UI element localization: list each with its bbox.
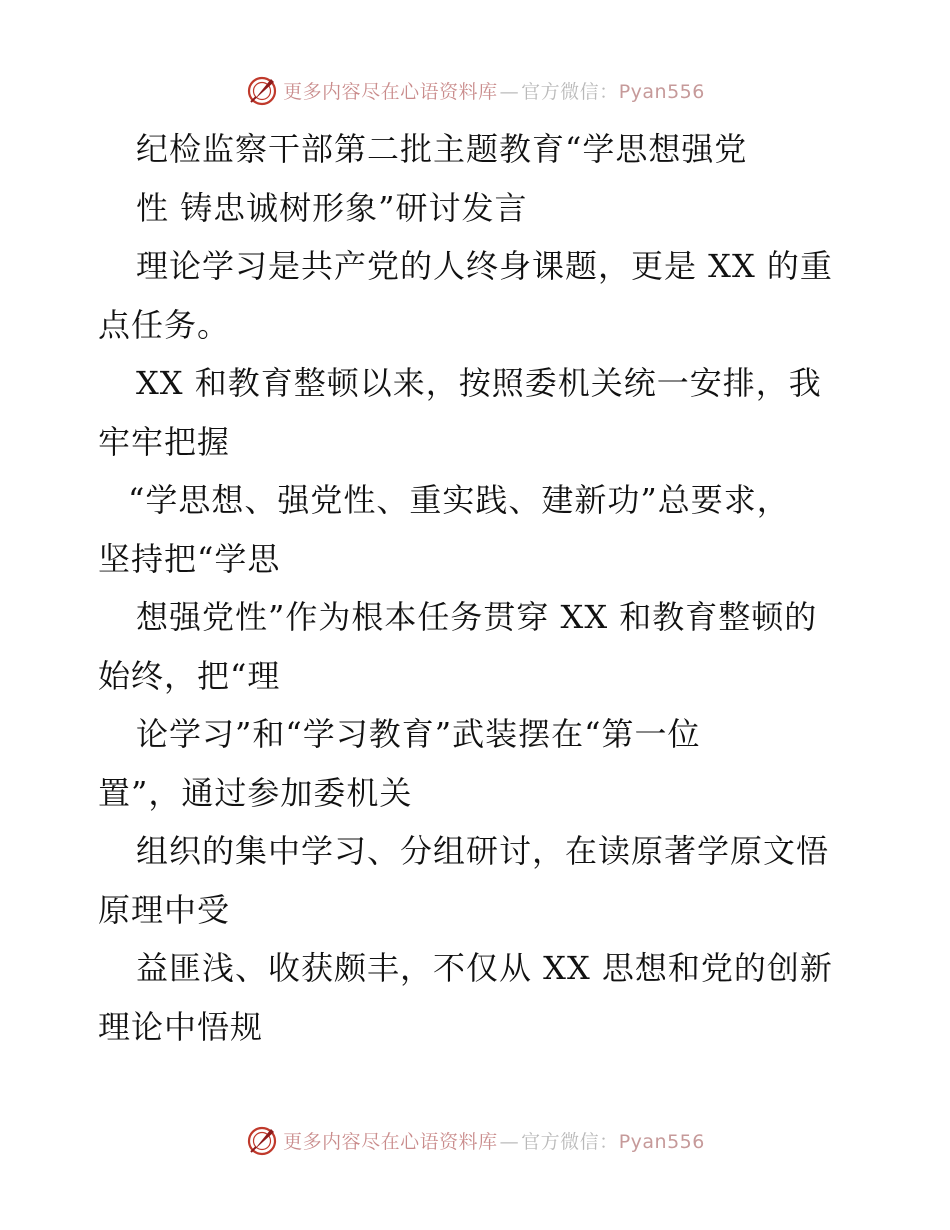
paragraph-line: 理论中悟规	[98, 1007, 264, 1046]
paragraph-line: 益匪浅、收获颇丰，不仅从 XX 思想和党的创新	[136, 949, 833, 987]
watermark-text: 更多内容尽在心语资料库 — 官方微信：Pyan556	[283, 1130, 705, 1153]
paragraph-line: XX 和教育整顿以来，按照委机关统一安排，我	[136, 364, 822, 402]
paragraph-line: 坚持把“学思	[98, 539, 281, 578]
title-line-2: 性 铸忠诚树形象”研讨发言	[136, 188, 528, 227]
paragraph-line: 想强党性”作为根本任务贯穿 XX 和教育整顿的	[136, 598, 818, 636]
quill-logo-icon	[245, 73, 279, 107]
paragraph-line: 置”，通过参加委机关	[98, 773, 413, 812]
paragraph-line: “学思想、强党性、重实践、建新功”总要求，	[128, 481, 790, 519]
header-watermark	[0, 70, 950, 110]
quill-logo-icon	[245, 1123, 279, 1157]
paragraph-line: 组织的集中学习、分组研讨，在读原著学原文悟	[136, 832, 830, 870]
watermark-text: 更多内容尽在心语资料库 — 官方微信：Pyan556	[283, 80, 705, 103]
paragraph-line: 原理中受	[98, 890, 231, 929]
paragraph-line: 始终，把“理	[98, 656, 281, 695]
title-line-1: 纪检监察干部第二批主题教育“学思想强党	[136, 130, 748, 168]
paragraph-line: 点任务。	[98, 305, 231, 344]
footer-watermark	[0, 1120, 950, 1160]
paragraph-line: 牢牢把握	[98, 422, 231, 461]
document-body	[98, 120, 858, 1056]
paragraph-line: 理论学习是共产党的人终身课题，更是 XX 的重	[136, 247, 833, 285]
paragraph-line: 论学习”和“学习教育”武装摆在“第一位	[136, 715, 701, 753]
